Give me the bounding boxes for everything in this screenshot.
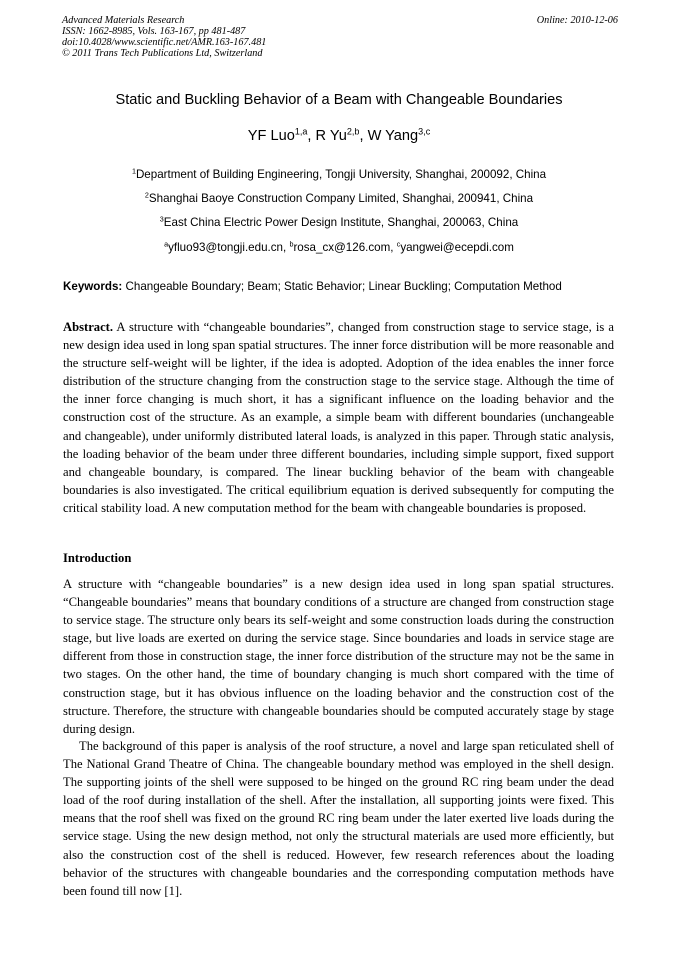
abstract: [63, 318, 614, 517]
author-emails: [0, 241, 678, 254]
affiliation-sup: 3: [159, 214, 164, 224]
author-sup: 3,c: [418, 126, 431, 137]
affiliation-2: [0, 192, 678, 205]
doi-line: doi:10.4028/www.scientific.net/AMR.163-167.481: [62, 37, 267, 48]
keywords-label: Keywords:: [63, 280, 123, 293]
author-name: YF Luo: [247, 128, 295, 144]
keywords-text: Changeable Boundary; Beam; Static Behavior; Linear Buckling; Computation Method: [122, 280, 562, 293]
affiliation-3: [0, 216, 678, 229]
email-sup: a: [164, 239, 169, 249]
affiliation-text: Shanghai Baoye Construction Company Limited, Shanghai, 200941, China: [148, 192, 534, 205]
copyright-line: © 2011 Trans Tech Publications Ltd, Switzerland: [62, 48, 263, 59]
abstract-label: Abstract.: [63, 320, 114, 334]
intro-paragraph-1: [63, 575, 614, 738]
paper-title: Static and Buckling Behavior of a Beam with Changeable Boundaries: [115, 92, 563, 108]
section-heading-introduction: Introduction: [63, 551, 132, 565]
author-name: R Yu: [315, 128, 347, 144]
paragraph-text: A structure with “changeable boundaries” is a new design idea used in long span spatial structures. “Changeable boundaries” means that boundary conditions of a structure are changed from construction stage to service stage. The structure only bears its self-weight and some construction loads during the construction stage, but live loads are exerted on during the service stage. Since boundaries and loads in service stage are different from those in construction stage, the inner force distribution of the structure may not be the same in two stages. On the other hand, the time of boundary changing is much short compared with the time of construction stage, but it has obvious influence on the loading behavior and the construction cost of the structure. Therefore, the structure with changeable boundaries should be computed accurately stage by stage during design.: [63, 577, 614, 736]
email-b: rosa_cx@126.com,: [293, 241, 397, 254]
email-a: yfluo93@tongji.edu.cn,: [168, 241, 290, 254]
author-list: [0, 128, 678, 144]
author-sep: ,: [359, 128, 368, 144]
email-c: yangwei@ecepdi.com: [400, 241, 514, 254]
author-name: W Yang: [367, 128, 419, 144]
affiliation-sup: 1: [131, 166, 136, 176]
author-sep: ,: [307, 128, 316, 144]
journal-name: Advanced Materials Research: [62, 15, 185, 26]
author-sup: 2,b: [346, 126, 360, 137]
keywords: [63, 280, 623, 293]
affiliation-1: [0, 168, 678, 181]
journal-header: [62, 15, 618, 59]
affiliation-text: Department of Building Engineering, Tongji University, Shanghai, 200092, China: [135, 168, 547, 181]
affiliation-sup: 2: [144, 190, 149, 200]
email-sup: b: [289, 239, 294, 249]
author-sup: 1,a: [294, 126, 308, 137]
paragraph-text: The background of this paper is analysis of the roof structure, a novel and large span reticulated shell of The National Grand Theatre of China. The changeable boundary method was employed in the shell design. The supporting joints of the shell were supposed to be hinged on the ground RC ring beam under the dead load of the roof during installation of the shell. After the installation, all supporting joints were fixed. This means that the roof shell was fixed on the ground RC ring beam under the later exerted live loads during the service stage. Using the new design method, not only the structural materials are used more efficiently, but also the construction cost of the shell is reduced. However, few research references about the loading behavior of the structures with changeable boundaries and the corresponding computation methods have been found till now [1].: [63, 739, 614, 898]
issn-line: ISSN: 1662-8985, Vols. 163-167, pp 481-487: [62, 26, 246, 37]
email-sup: c: [396, 239, 401, 249]
abstract-paragraph: [63, 318, 614, 517]
abstract-text: A structure with “changeable boundaries”, changed from construction stage to service stage, is a new design idea used in long span spatial structures. The inner force distribution will be more reasonable and the structure self-weight will be lighter, if the idea is adopted. Adoption of the idea enables the inner force distribution of the structure changing from the construction stage to the service stage. Although the time of the inner force changing is much short, it has a significant influence on the loading behavior and the construction cost of the structure. As an example, a simple beam with different boundaries (unchangeable and changeable), under uniformly distributed lateral loads, is analyzed in this paper. Through static analysis, the loading behavior of the beam under three different boundaries, including simple support, fixed support and changeable boundary, is compared. The linear buckling behavior of the beam with changeable boundaries is also investigated. The critical equilibrium equation is derived subsequently for computing the critical stability load. A new computation method for the beam with changeable boundaries is proposed.: [63, 320, 614, 515]
intro-paragraph-2: [63, 737, 614, 900]
online-date: Online: 2010-12-06: [536, 15, 618, 26]
affiliation-text: East China Electric Power Design Institute, Shanghai, 200063, China: [163, 216, 519, 229]
